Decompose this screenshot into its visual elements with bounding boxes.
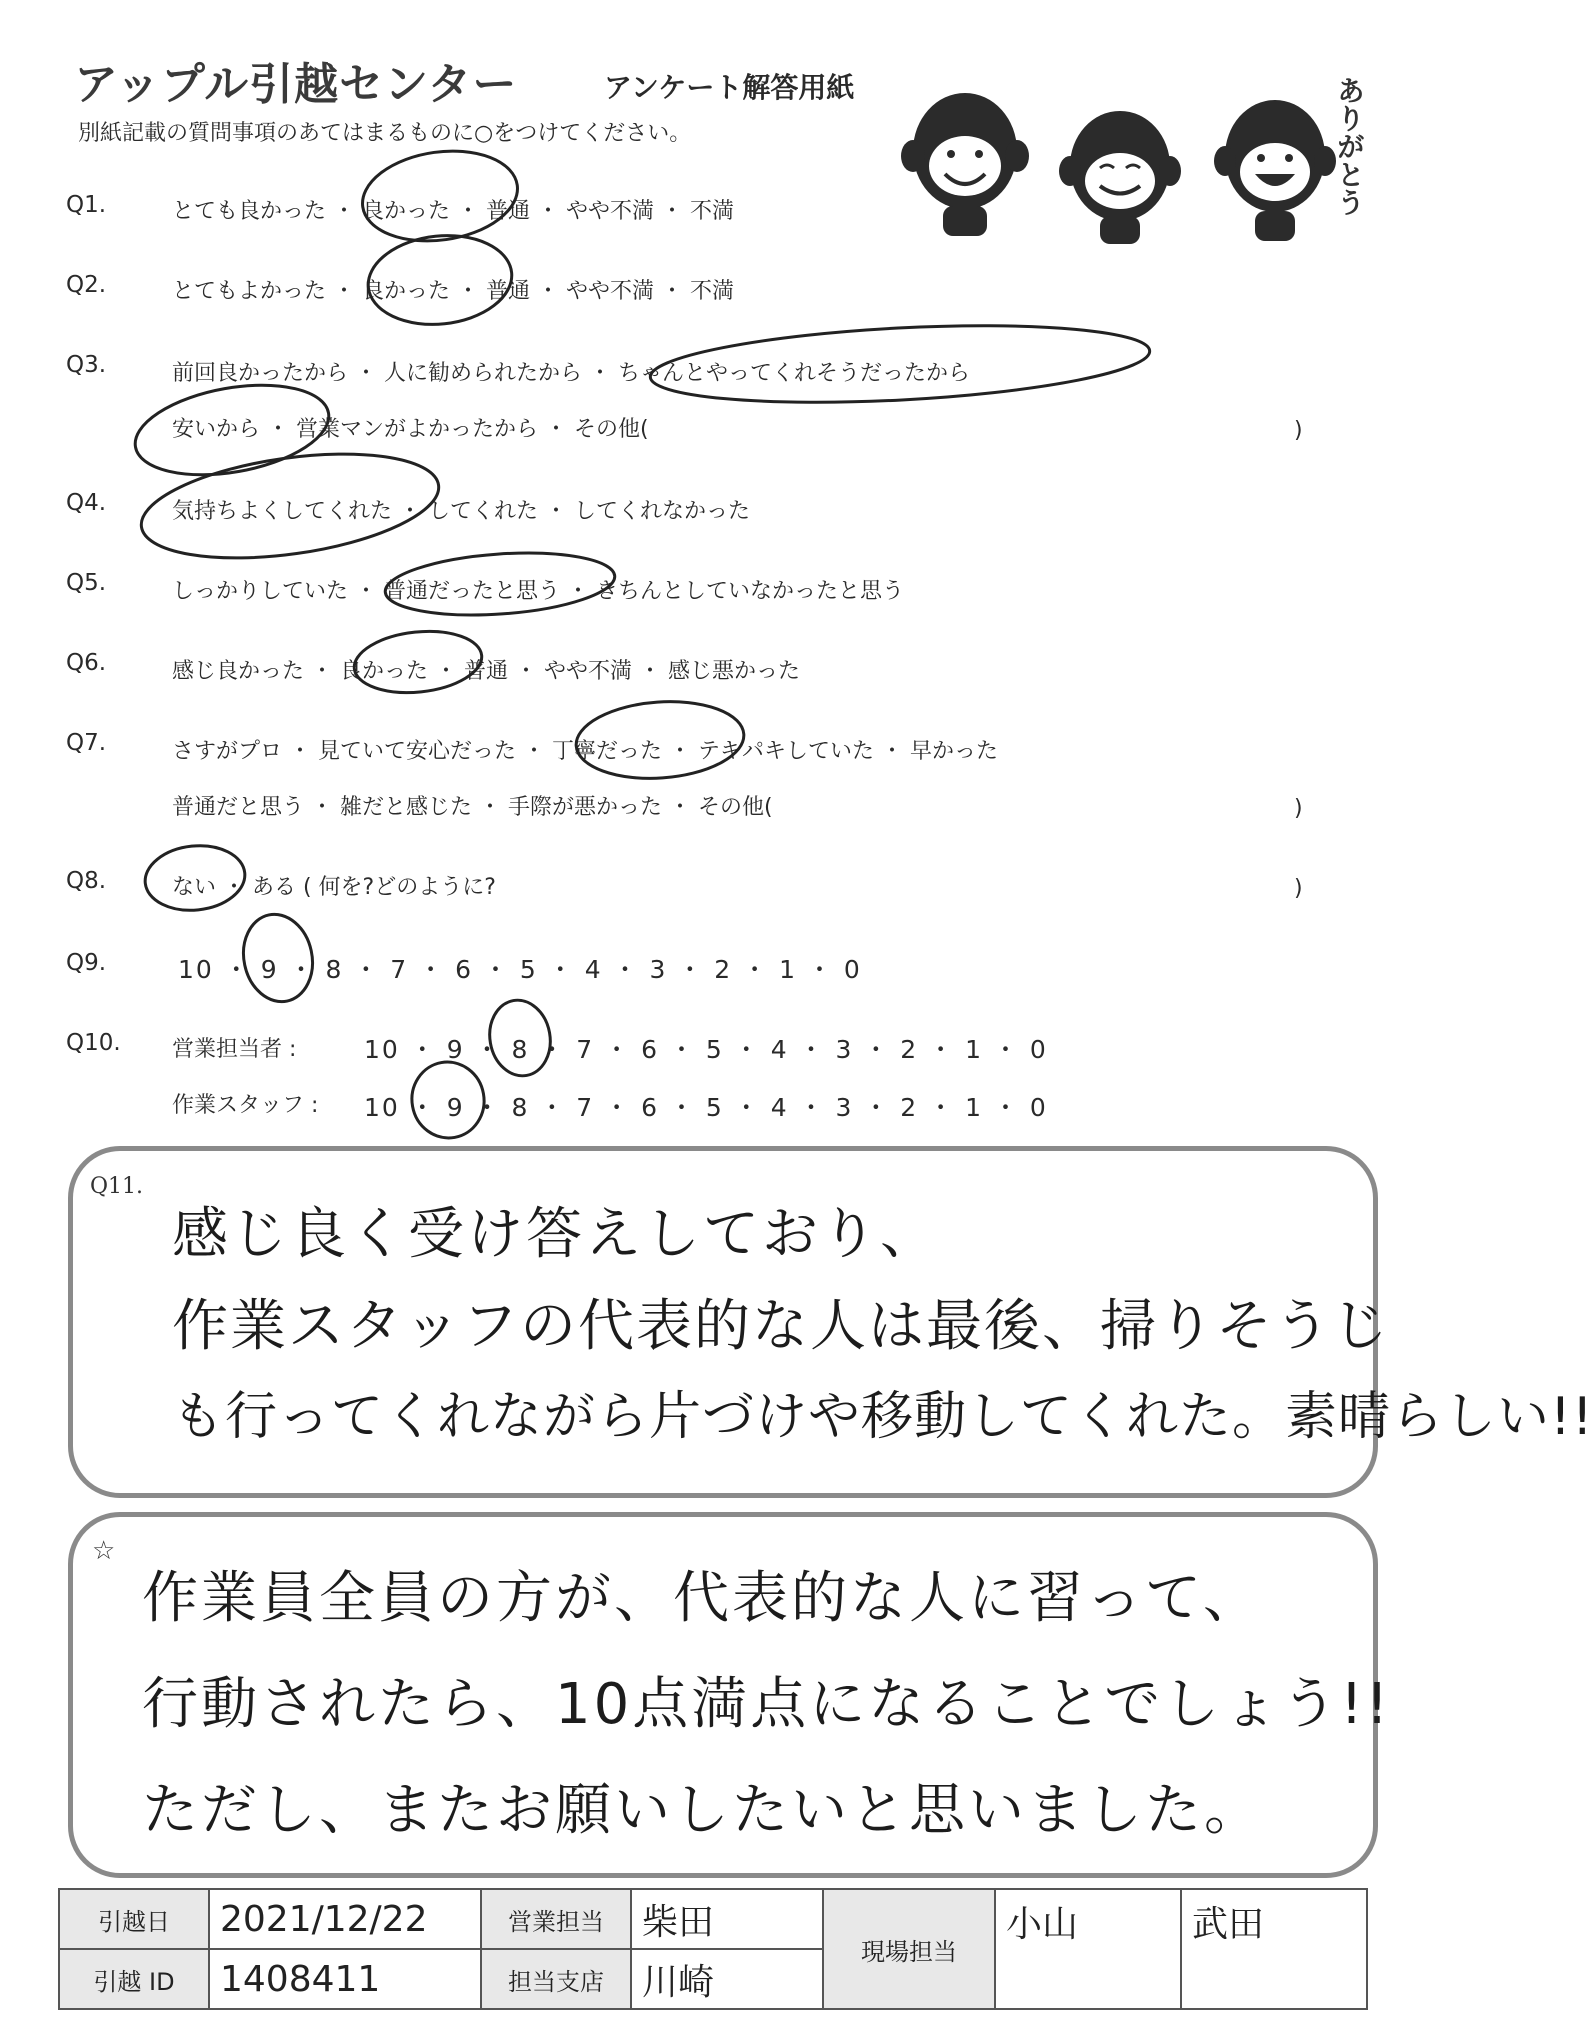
move-date-label: 引越日: [59, 1889, 209, 1949]
q1-selection-circle: [357, 142, 524, 251]
q6-selection-circle: [351, 625, 485, 698]
q7-options-line2: 普通だと思う ・ 雑だと感じた ・ 手際が悪かった ・ その他(: [172, 795, 773, 820]
extra-handwriting-line3: ただし、またお願いしたいと思いました。: [142, 1778, 1263, 1843]
site-staff-1-value: 小山: [995, 1889, 1181, 2009]
q3-selection-circle-a: [648, 315, 1151, 413]
q7-label: Q7.: [66, 730, 107, 756]
q1-label: Q1.: [66, 192, 107, 218]
extra-handwriting-line1: 作業員全員の方が、代表的な人に習って、: [142, 1566, 1262, 1631]
move-info-table: [58, 1888, 1368, 2010]
q3-paren-close: ): [1294, 418, 1303, 443]
move-date-value: 2021/12/22: [209, 1889, 481, 1949]
q10-sales-selection-circle: [484, 995, 556, 1080]
q5-label: Q5.: [66, 570, 107, 596]
q3-label: Q3.: [66, 352, 107, 378]
q6-options: 感じ良かった ・ 良かった ・ 普通 ・ やや不満 ・ 感じ悪かった: [172, 659, 800, 684]
q4-label: Q4.: [66, 490, 107, 516]
q9-scale: 10 ・ 9 ・ 8 ・ 7 ・ 6 ・ 5 ・ 4 ・ 3 ・ 2 ・ 1 ・ 0: [178, 955, 862, 984]
q2-selection-circle: [364, 229, 516, 332]
q2-label: Q2.: [66, 272, 107, 298]
q8-label: Q8.: [66, 868, 107, 894]
q11-handwriting-line3: も行ってくれながら片づけや移動してくれた。素晴らしい!!: [172, 1387, 1594, 1447]
site-staff-label: 現場担当: [823, 1889, 995, 2009]
move-id-value: 1408411: [209, 1949, 481, 2009]
q3-selection-circle-b: [128, 372, 336, 489]
q11-handwriting-line1: 感じ良く受け答えしており、: [172, 1202, 939, 1267]
q10-sales-scale: 10 ・ 9 ・ 8 ・ 7 ・ 6 ・ 5 ・ 4 ・ 3 ・ 2 ・ 1 ・ 0: [364, 1035, 1048, 1064]
form-title: アンケート解答用紙: [604, 71, 855, 104]
q2-options: とてもよかった ・ 良かった ・ 普通 ・ やや不満 ・ 不満: [172, 279, 734, 304]
q8-options: ない ・ ある ( 何を?どのように?: [172, 875, 496, 900]
extra-star-label: ☆: [92, 1536, 116, 1566]
q11-label: Q11.: [90, 1174, 144, 1199]
q1-options: とても良かった ・ 良かった ・ 普通 ・ やや不満 ・ 不満: [172, 199, 734, 224]
q3-options-line1: 前回良かったから ・ 人に勧められたから ・ ちゃんとやってくれそうだったから: [172, 361, 970, 386]
q8-paren-close: ): [1294, 876, 1303, 901]
q5-selection-circle: [383, 546, 617, 622]
q8-selection-circle: [142, 841, 248, 915]
q10-staff-scale: 10 ・ 9 ・ 8 ・ 7 ・ 6 ・ 5 ・ 4 ・ 3 ・ 2 ・ 1 ・ 0: [364, 1093, 1048, 1122]
q9-selection-circle: [236, 908, 321, 1008]
q10-sales-label: 営業担当者 :: [172, 1037, 297, 1062]
q4-options: 気持ちよくしてくれた ・ してくれた ・ してくれなかった: [172, 499, 750, 524]
thanks-caption: ありがとう: [1333, 76, 1366, 216]
sales-rep-value: 柴田: [631, 1889, 823, 1949]
q6-label: Q6.: [66, 650, 107, 676]
q10-staff-label: 作業スタッフ :: [172, 1093, 319, 1118]
q9-label: Q9.: [66, 950, 107, 976]
site-staff-2-value: 武田: [1181, 1889, 1367, 2009]
q3-options-line2: 安いから ・ 営業マンがよかったから ・ その他(: [172, 417, 649, 442]
q10-label: Q10.: [66, 1030, 121, 1056]
q4-selection-circle: [135, 438, 445, 575]
sales-rep-label: 営業担当: [481, 1889, 631, 1949]
instruction-text: 別紙記載の質問事項のあてはまるものに○をつけてください。: [78, 121, 692, 146]
q5-options: しっかりしていた ・ 普通だったと思う ・ きちんとしていなかったと思う: [172, 579, 904, 604]
move-id-label: 引越 ID: [59, 1949, 209, 2009]
q7-paren-close: ): [1294, 796, 1303, 821]
company-title: アップル引越センター: [74, 59, 518, 110]
branch-value: 川崎: [631, 1949, 823, 2009]
q7-selection-circle: [574, 696, 747, 784]
extra-handwriting-line2: 行動されたら、10点満点になることでしょう!!: [142, 1672, 1392, 1737]
q11-handwriting-line2: 作業スタッフの代表的な人は最後、掃りそうじ: [172, 1294, 1390, 1359]
q7-options-line1: さすがプロ ・ 見ていて安心だった ・ 丁寧だった ・ テキパキしていた ・ 早かった: [172, 739, 998, 764]
branch-label: 担当支店: [481, 1949, 631, 2009]
q10-staff-selection-circle: [406, 1056, 490, 1143]
